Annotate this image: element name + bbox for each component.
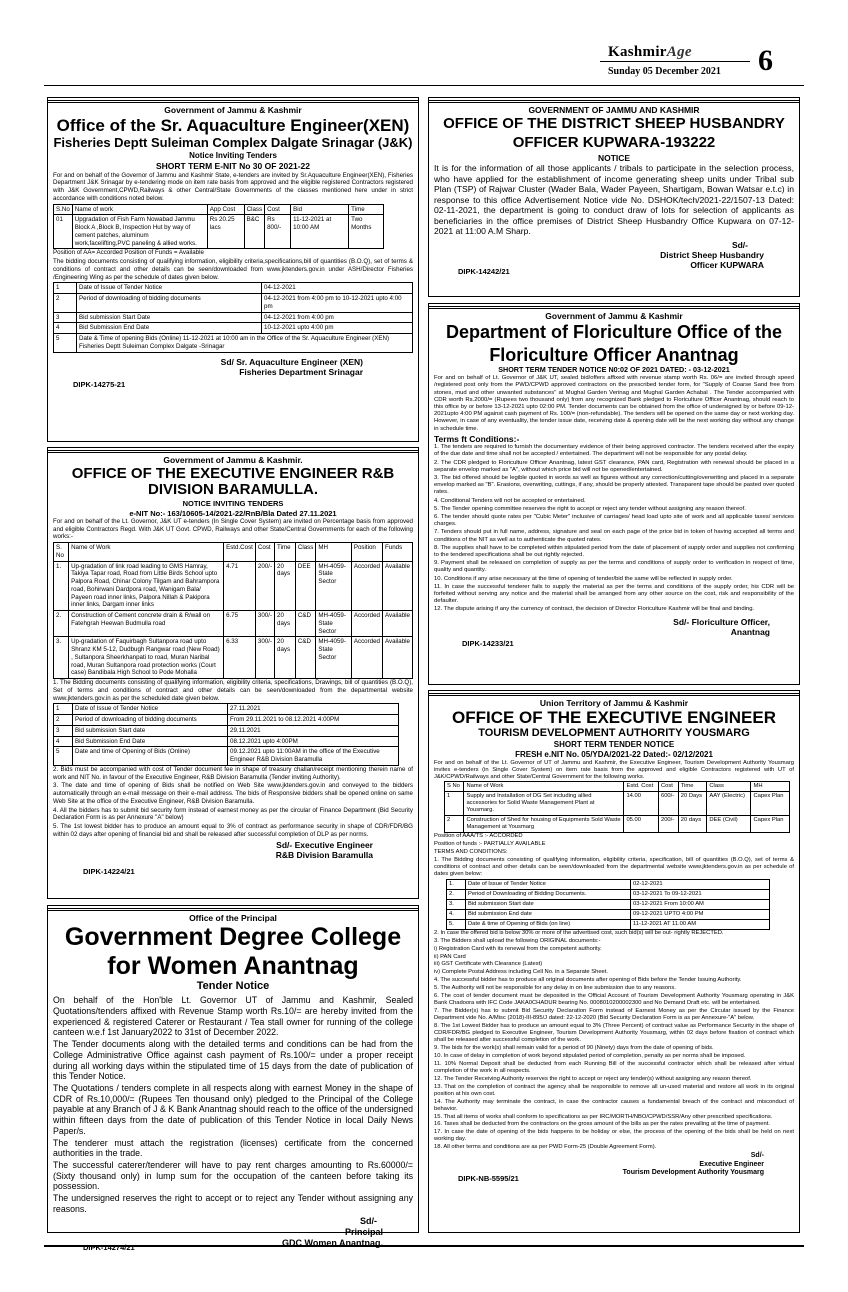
page-number: 6	[758, 44, 773, 77]
col-header: Name of Work	[464, 782, 624, 792]
cell: Available	[382, 561, 412, 611]
cell: 2	[54, 715, 73, 726]
cell: Bid submission Start Date	[77, 312, 262, 323]
cell: 3	[54, 725, 73, 736]
cell: 300/-	[255, 637, 274, 679]
ad-signature: Sd/-	[731, 239, 748, 250]
ad-tourism-yousmarg	[428, 690, 800, 1233]
cell: Date and time of Opening of Bids (Online)	[73, 747, 228, 766]
cell: DEE (Civil)	[707, 816, 751, 833]
cell: 1	[445, 792, 464, 816]
term-item: 6. The tender should quote rates per "Cubic Meter" inclusive of carriages/ head load upto site of work and all applicable taxes/ services charges.	[434, 513, 794, 528]
col-header: Bid	[291, 204, 349, 215]
term-item: 5. The Tender opening committee reserves the right to accept or reject any tender without assigning any reason thereof.	[434, 505, 746, 512]
table-row	[447, 899, 770, 909]
ad-signature: Sd/- Executive Engineer	[276, 839, 373, 850]
term-item: 13. That on the completion of contract the agency shall be responsible to remove all un-used material and restore all work in its original position at his own cost.	[434, 1083, 794, 1097]
ad-gdc-women-anantnag	[47, 905, 419, 1252]
ad-intro: For and on behalf of the Lt. Governor, J&K UT e-tenders (In Single Cover System) are invited on Percentage basis from approved and eligible Contractors Regd. With J&K UT Govt. CPWD, Railways and other State/Central Governments for each of the following works:-	[53, 517, 413, 541]
terms-title: TERMS AND CONDITIONS:	[434, 849, 508, 856]
ad-dipk: DIPK-14224/21	[83, 866, 135, 876]
col-header: Time	[275, 543, 296, 562]
cell: Bid Submission End Date	[77, 323, 262, 334]
cell: Available	[382, 611, 412, 637]
ad-dipk: DIPK-14274/21	[83, 1242, 135, 1252]
cell: 10-12-2021 upto 4:00 pm	[262, 323, 413, 334]
col-header: Cost	[658, 782, 678, 792]
cell: 27.11.2021	[228, 704, 399, 715]
cell: 5	[54, 747, 73, 766]
term-item: 8. The supplies shall have to be completed within stipulated period from the date of placement of supply order and supplies not confirming to the tendered specifications shall be out rightly rejected.	[434, 544, 794, 558]
ad-floriculture-anantnag	[428, 303, 800, 685]
term-item: iv) Complete Postal Address including Cell No. in a Separate Sheet.	[434, 969, 608, 976]
table-row	[445, 792, 790, 816]
ad-subtitle: TOURISM DEVELOPMENT AUTHORITY YOUSMARG	[478, 727, 750, 740]
ad-para: The successful caterer/tenderer will have to pay rent charges amounting to Rs.60000/= (Sixty thousand only) in lump sum for the occupation of the canteen before taking its possession.	[53, 1160, 413, 1192]
ad-government: Government of Jammu & Kashmir.	[163, 455, 303, 465]
ad-bidding: The bidding documents consisting of qualifying information, eligibility criteria,specifications,bill of quantities (B.O.Q), set of terms & conditions of contract and other details can be seen/downloaded from www.jktenders.gov.in under ASH/Director Fisheries /Engineering Wing as per the schedule of dates given below.	[53, 258, 413, 281]
term-item: 2. In case the offered bid is below 30% or more of the advertised cost, such bid(s) will be out- rightly REJECTED.	[434, 929, 724, 936]
term-item: 9. The bids for the work(s) shall remain valid for a period of 90 (Ninety) days from the date of opening of bids.	[434, 1044, 714, 1051]
term-item: 10. Conditions if any arise necessary at the time of opening of tender/bid the same will be reflected in supply order.	[434, 575, 733, 582]
masthead-rule	[600, 61, 750, 62]
cell: 4	[54, 736, 73, 747]
col-header: Time	[349, 204, 384, 215]
cell: 20 Days	[678, 792, 707, 816]
cell: 3.	[54, 637, 69, 679]
cell: Accorded	[351, 637, 382, 679]
ad-signature-office: GDC Women Anantnag.	[282, 1237, 383, 1248]
col-header: Estd. Cost	[624, 782, 659, 792]
cell: Rs 20.25 lacs	[207, 215, 244, 249]
term-item: i) Registration Card with its renewal from the competent authority.	[434, 945, 602, 952]
ad-title: Department of Floriculture Office of the Floriculture Officer Anantnag	[445, 322, 783, 365]
cell: MH-4059-State Sector	[316, 561, 351, 611]
table-row	[54, 312, 413, 323]
cell: 05.00	[624, 816, 659, 833]
term-item: 18. All other terms and conditions are as per PWD Form-25 (Double Agreement Form).	[434, 1144, 657, 1151]
ad-top-bar	[429, 306, 799, 309]
ad-aquaculture-engineer	[47, 97, 419, 442]
cell: 1	[54, 283, 77, 294]
cell: Supply and Installation of DG Set including allied accessories for Solid Waste Management Plant at Yousmarg.	[464, 792, 624, 816]
ad-notice: SHORT TERM TENDER NOTICE	[553, 740, 675, 750]
cell: AAY (Electric)	[707, 792, 751, 816]
ad-intro: For and on behalf of the Governor of Jammu and Kashmir State, e-tenders are invited by Sr.Aquaculture Engineer(XEN), Fisheries Department J&K Srinagar by e-tendering mode on item rate basis from approved and the eligible registered Contractors registered with J&K Government,CPWD,Railways & other Central/State Governments of the classes mentioned here under in strict accordance with conditions noted below.	[53, 171, 413, 202]
cell: 20 days	[678, 816, 707, 833]
term-item: 8. The 1st Lowest Bidder has to produce an amount equal to 3% (Three Percent) of contract value as Performance Security in the shape of CDR/FDR/BG pledged to Executive Engineer, Tourism Development Authority Yousmarg, within 02 days before fixation of contract which shall be released after successful completion of the work.	[434, 1023, 794, 1043]
schedule-table	[53, 282, 413, 352]
table-row	[54, 736, 399, 747]
col-header: Class	[707, 782, 751, 792]
term-item: ii) PAN Card	[434, 953, 466, 960]
table-row	[445, 816, 790, 833]
term-item: 7. Tenders should put in full name, address, signature and seal on each page of the price bid in token of having accepted all terms and conditions of the NIT as well as to authenticate the quoted rates.	[434, 529, 794, 543]
ad-para: 1. The Bidding documents consisting of qualifying information, eligibility criteria, specification, bill of quantities (B.O.Q), set of terms & conditions of contract and other details can be seen/downloaded from the departmental website www.jktenders.gov.in as per schedule of dates given below:	[434, 857, 794, 877]
cell: 02-12-2021	[631, 879, 770, 889]
table-row	[54, 215, 384, 249]
cell: Date of Issue of Tender Notice	[77, 283, 262, 294]
cell: Two Months	[349, 215, 384, 249]
ad-title: OFFICE OF THE EXECUTIVE ENGINEER R&B DIVISION BARAMULLA.	[71, 464, 395, 499]
col-header: Class	[244, 204, 264, 215]
table-row	[54, 747, 399, 766]
ad-government: Union Territory of Jammu & Kashmir	[539, 698, 689, 708]
masthead	[600, 42, 800, 82]
top-rule	[44, 85, 804, 86]
term-item: 4. The successful bidder has to produce all original documents after opening of Bids before the Tender Issuing Authority.	[434, 977, 742, 984]
cell: 5	[54, 334, 77, 353]
ad-top-bar	[48, 450, 418, 453]
cell: Available	[382, 637, 412, 679]
col-header: Funds	[382, 543, 412, 562]
terms-title: Terms ft Conditions:-	[434, 433, 520, 444]
col-header: Cost	[255, 543, 274, 562]
ad-dipk: DIPK-14275-21	[73, 379, 126, 389]
col-header: S. No	[54, 543, 69, 562]
works-table	[53, 204, 384, 250]
ad-position: Position of AAA/TS :- ACCORDED	[434, 833, 523, 840]
table-row	[447, 909, 770, 919]
cell: 29.11.2021	[228, 725, 399, 736]
ad-government: Government of Jammu & Kashmir	[164, 105, 302, 115]
cell: Construction of Cement concrete drain & R/wall on Fatehgrah Heewan Budmulla road	[69, 611, 224, 637]
ad-signature-title: Principal	[344, 1226, 383, 1237]
schedule-table	[446, 879, 770, 930]
term-item: 16. Taxes shall be deducted from the contractors on the gross amount of the bills as per the rates prevailing at the time of payment.	[434, 1121, 770, 1128]
cell: Date & Time of opening Bids (Online) 11-12-2021 at 10:00 am in the Office of the Sr. Aquaculture Engineer (XEN) Fisheries Deptt Suleiman Complex Dalgate -Srinagar	[77, 334, 413, 353]
ad-signature-title: Executive Engineer	[699, 1160, 764, 1168]
cell: 04-12-2021	[262, 283, 413, 294]
cell: 20 days	[275, 637, 296, 679]
ad-title: OFFICE OF THE DISTRICT SHEEP HUSBANDRY OFFICER KUPWARA-193222	[443, 115, 785, 152]
ad-enit: SHORT TERM TENDER NOTICE N0:02 OF 2021 DATED: - 03-12-2021	[498, 365, 730, 375]
cell: 20 days	[275, 611, 296, 637]
ad-signature-title: District Sheep Husbandry	[660, 249, 764, 260]
cell: Date of Issue of Tender Notice	[466, 879, 631, 889]
newspaper-brand: KashmirAge	[608, 44, 692, 60]
cell: 20 days	[275, 561, 296, 611]
term-item: 2. The CDR pledged to Floriculture Officer Anantnag, latest GST clearance, PAN card, Registration with renewal should be placed in a separate envelop marked as "A", without which price bid will not be opened/entertained.	[434, 459, 794, 473]
ad-government: GOVERNMENT OF JAMMU AND KASHMIR	[528, 105, 700, 115]
cell: Up-gradation of link road leading to GMS Hamray, Takiya Tapar road, Road from Little Birds School upto Palpora Road, Chinar Colony Tilgam and Bahrampora road, Bohirwani Dardpora road, Wanigam Bala/ Payeen road inner links, Palpora Nillah & Pakipora inner links, Dargam inner links	[69, 561, 224, 611]
cell: 2.	[54, 611, 69, 637]
term-item: 9. Payment shall be released on completion of supply as per the terms and conditions of supply order to verification in respect of time, quality and quantity.	[434, 560, 794, 574]
ad-signature-office: Officer KUPWARA	[690, 260, 764, 271]
term-item: iii) GST Certificate with Clearance (Latest)	[434, 961, 543, 968]
term-item: 3. The Bidders shall upload the following ORIGINAL documents:-	[434, 937, 601, 944]
table-row	[54, 611, 413, 637]
cell: 5.	[447, 919, 466, 929]
cell: Period of downloading of bidding documents	[73, 715, 228, 726]
term-item: 12. The Tender Receiving Authority reserves the right to accept or reject any tender(s) without assigning any reason thereof.	[434, 1075, 752, 1082]
ad-notice: NOTICE	[597, 152, 631, 163]
cell: Bid submission End date	[466, 909, 631, 919]
col-header: Name of Work	[69, 543, 224, 562]
cell: From 29.11.2021 to 08.12.2021 4:00PM	[228, 715, 399, 726]
table-row	[54, 715, 399, 726]
ad-government: Government of Jammu & Kashmir	[545, 311, 683, 321]
cell: 01	[54, 215, 73, 249]
col-header: Estd.Cost	[224, 543, 256, 562]
cell: 09-12-2021 UPTO 4:00 PM	[631, 909, 770, 919]
cell: 08.12.2021 upto 4:00PM	[228, 736, 399, 747]
term-item: 12. The dispute arising if any the currency of contract, the decision of Director Floriculture Kashmir will be final and binding.	[434, 606, 755, 613]
cell: 2	[445, 816, 464, 833]
cell: Rs 800/-	[265, 215, 291, 249]
col-header: Cost	[265, 204, 291, 215]
ad-notice: Notice Inviting Tenders	[189, 150, 277, 160]
term-item: 7. The Bidder(s) has to submit Bid Security Declaration Form instead of Earnest Money as per the Circular issued by the Finance Department vide No. A/Misc (2018)-III-895/J dated: 22-12-2020 (Bid Security Declaration Form is as per Annexure-"A" below.	[434, 1008, 794, 1022]
col-header: App Cost	[207, 204, 244, 215]
cell: 6.33	[224, 637, 256, 679]
ad-signature-office: Fisheries Department Srinagar	[239, 367, 363, 378]
cell: 3	[54, 312, 77, 323]
ad-para: 5. The 1st lowest bidder has to produce an amount equal to 3% of contract as performance security in shape of CDR/FDR/BG within 02 days after opening of financial bid and shall be released after successful completion of DLP as per norms.	[53, 823, 413, 838]
table-row	[54, 725, 399, 736]
table-row	[447, 919, 770, 929]
cell: Date & time of Opening of Bids (on line)	[466, 919, 631, 929]
ad-enit: e-NIT No:- 163/10605-14/2021-22/RnB/Bla Dated 27.11.2021	[129, 508, 337, 518]
table-row	[54, 637, 413, 679]
cell: 03-12-2021 From 10:00 AM	[631, 899, 770, 909]
table-row	[54, 704, 399, 715]
cell: Bid submission Start date	[466, 899, 631, 909]
ad-signature-office: Anantnag	[730, 626, 770, 637]
ad-para: The undersigned reserves the right to accept or to reject any Tender without assigning any reasons.	[53, 1193, 413, 1214]
term-item: 10. In case of delay in completion of work beyond stipulated period of completion, penalty as per norms shall be imposed.	[434, 1052, 746, 1059]
cell: 200/-	[658, 816, 678, 833]
ad-sheep-husbandry-kupwara	[428, 97, 800, 297]
ad-executive-engineer-rb	[47, 447, 419, 899]
col-header: Position	[351, 543, 382, 562]
cell: 4.	[447, 909, 466, 919]
ad-top-bar	[429, 693, 799, 696]
cell: Accorded	[351, 561, 382, 611]
cell: Accorded	[351, 611, 382, 637]
ad-para: The Tender documents along with the detailed terms and conditions can be had from the College Administrative Office against cash payment of Rs.100/= under a proper receipt during all working days within the stipulated time of 15 days from the date of publication of this Tender Notice.	[53, 1039, 413, 1082]
col-header: MH	[751, 782, 789, 792]
cell: 14.00	[624, 792, 659, 816]
cell: 600/-	[658, 792, 678, 816]
cell: Up-gradation of Faquirbagh Sultanpora road upto Shranz KM 5-12, Dudbugh Rangwar road (New Road) , Sultanpora Sheerkhanpati to road, Muran Naribal road, Muran Sultanpora road protection works (Court case) Bandibala High School to Pode Mohalla	[69, 637, 224, 679]
table-row	[54, 294, 413, 313]
cell: 1.	[447, 879, 466, 889]
col-header: Class	[295, 543, 315, 562]
cell: 6.75	[224, 611, 256, 637]
cell: Bid Submission End Date	[73, 736, 228, 747]
table-row	[54, 561, 413, 611]
ad-signature: Sd/-	[360, 1215, 377, 1226]
cell: 3.	[447, 899, 466, 909]
ad-position: Position of AA= Accorded Position of Funds = Available	[53, 249, 204, 257]
ad-top-bar	[429, 100, 799, 103]
cell: 2.	[447, 889, 466, 899]
cell: MH-4059-State Sector	[316, 637, 351, 679]
works-table	[53, 542, 413, 679]
cell: 04-12-2021 from 4:00 pm	[262, 312, 413, 323]
term-item: 14. The Authority may terminate the contract, in case the contractor causes a fundamental breach of the contract and misconduct of behavior.	[434, 1098, 794, 1112]
cell: C&D	[295, 637, 315, 679]
ad-para: 1. The Bidding documents consisting of qualifying information, eligibility criteria, specifications, Drawings, bill of quantities (B.O.Q), Set of terms and conditions of contract and other details can be seen/downloaded from the departmental website www.jktenders.gov.in as per the scheduled date given below.	[53, 679, 413, 702]
cell: 04-12-2021 from 4:00 pm to 10-12-2021 upto 4:00 pm	[262, 294, 413, 313]
ad-government: Office of the Principal	[189, 913, 277, 923]
col-header: S.No	[54, 204, 73, 215]
term-item: 17. In case the date of opening of the bids happens to be holiday or else, the process of the opening of the bids shall be held on next working day.	[434, 1129, 794, 1143]
bottom-rule	[44, 1245, 804, 1247]
ad-para: The Quotations / tenders complete in all respects along with earnest Money in the shape of CDR of Rs.10,000/= (Rupees Ten thousand only) pledged to the Principal of the College payable at any Branch of J & K Bank Anantnag should reach to the office of the undersigned within fifteen days from the date of publication of this Tender Notice in local Daily News Paper/s.	[53, 1083, 413, 1136]
cell: 03-12-2021 To 09-12-2021	[631, 889, 770, 899]
works-table	[444, 781, 790, 833]
ad-para: 2. Bids must be accompanied with cost of Tender document fee in shape of treasury challan/receipt mentioning therein name of work and NIT No. in favour of the Executive Engineer, R&B Division Baramulla (Tender inviting Authority).	[53, 765, 413, 781]
ad-body: It is for the information of all those applicants / tribals to participate in the selection process, who have applied for the establishment of income generating sheep units under Tribal sub Plan (TSP) of Rajwar Cluster (Wader Bala, Wader Payeen, Shartigam, Bowan Watsar e.t.c) in response to this office Advertisement Notice vide No. DSHOK/tech/2021-22/1507-13 Dated: 02-11-2021, the department is going to conduct draw of lots for selection of applicants as beneficiaries in the office premises of District Sheep Husbandry Office Kupwara on 07-12-2021 at 11:00 A.M Sharp.	[434, 163, 794, 237]
cell: 200/-	[255, 561, 274, 611]
schedule-table	[53, 703, 399, 766]
ad-enit: FRESH e.NIT No. 05/YDA/2021-22 Dated:- 02/12/2021	[515, 750, 713, 759]
ad-notice: NOTICE INVITING TENDERS	[182, 499, 284, 509]
ad-signature: Sd/- Floriculture Officer,	[673, 616, 770, 627]
cell: 11-12-2021 at 10:00 AM	[291, 215, 349, 249]
term-item: 4. Conditional Tenders will not be accepted or entertained.	[434, 497, 586, 504]
ad-enit: SHORT TERM E-NIT No 30 OF 2021-22	[156, 160, 310, 171]
cell: Date of Issue of Tender Notice	[73, 704, 228, 715]
cell: 4	[54, 323, 77, 334]
ad-intro: For and on behalf of Lt. Governor of J&K UT, sealed bid/offers affixed with revenue stamp worth Rs. 06/= are invited through speed /registered post only from the PWD/CPWD approved contractors on the prescribed tender form, for "Supply of Coarse Sand free from stones, mud and other unwanted substances" at Mughal Garden Verinag and Mughal Garden Achabal . The Tender accompanied with CDR worth Rs.2000/= (Rupees two thousand only) from any recognized Bank pledged to Floriculture Officer Anantnag, should reach to this office by or before 13-12-2021 upto 02:00 PM. Tender documents can be obtained from the office of undersigned by or before 09-12-2021upto 4:00 PM against cash payment of Rs. 100/= (non-refundable). The tenders will be opened on the same day or next working day. However, in case of any eventuality, the tender issue date, receiving date & opening date will be the next working day without any change in schedule time.	[434, 375, 794, 432]
cell: 11-12-2021 AT 11.00 AM	[631, 919, 770, 929]
ad-intro: For and on behalf of the Lt. Governor of UT of Jammu and Kashmir, the Executive Engineer, Tourism Development Authority Yousmarg invites e-tenders (in Single Cover System) on item rate basis from the approved and eligible Contractors registered with UT of J&K/CPWD/Railways and other State/Central Government for the following works.	[434, 759, 794, 780]
ad-funds: Position of funds :- PARTIALLY AVAILABLE	[434, 841, 546, 848]
ad-title: Government Degree College for Women Anantnag	[64, 923, 402, 980]
cell: Capex Plan	[751, 816, 789, 833]
ad-dipk: DIPK-14242/21	[458, 266, 510, 276]
cell: Period of downloading of bidding documents	[77, 294, 262, 313]
term-item: 15. That all items of works shall conform to specifications as per IRC/MORTH/NBO/CPWD/SSR/Any other prescribed specifications.	[434, 1113, 773, 1120]
ad-para: 4. All the bidders has to submit bid security form instead of earnest money as per the circular of Finance Department (Bid Security Declaration Form is as per Annexure "A" below)	[53, 806, 413, 822]
table-row	[447, 889, 770, 899]
cell: 1	[54, 704, 73, 715]
ad-dipk: DIPK-NB-5595/21	[458, 1174, 519, 1184]
term-item: 3. The bid offered should be legible quoted in words as well as figures without any correction/cutting/overwriting and placed in a separate envelop marked as "B". Erasions, overwriting, cuttings, if any, should be properly attested. Transparent tape should be pasted over quoted rates.	[434, 474, 794, 496]
cell: 4.71	[224, 561, 256, 611]
cell: 09.12.2021 upto 11:00AM in the office of the Executive Engineer R&B Division Baramulla	[228, 747, 399, 766]
ad-signature: Sd/-	[750, 1152, 764, 1160]
ad-subtitle: Fisheries Deptt Suleiman Complex Dalgate Srinagar (J&K)	[53, 134, 413, 150]
cell: Upgradation of Fish Farm Nowabad Jammu Block A ,Block B, Inspection Hut by way of cement patches, aluminum work,facelifting,PVC paneling & allied works.	[72, 215, 207, 249]
ad-title: Office of the Sr. Aquaculture Engineer(XEN)	[56, 115, 410, 135]
cell: 1.	[54, 561, 69, 611]
term-item: 6. The cost of tender document must be deposited in the Official Account of Tourism Development Authority Yousmarg operating in J&K Bank Chadoora with IFC Code JAKA0CHADUR bearing No. 0008010200002300 and No Demand Draft etc. will be entertained.	[434, 993, 794, 1007]
cell: 300/-	[255, 611, 274, 637]
col-header: Time	[678, 782, 707, 792]
cell: Period of Downloading of Bidding Documents.	[466, 889, 631, 899]
ad-dipk: DIPK-14233/21	[462, 639, 514, 649]
ad-top-bar	[48, 908, 418, 911]
term-item: 11. In case the successful tenderer fails to supply the material as per the terms and conditions of the supply order, his CDR will be forfeited without serving any notice and the material shall be arranged from any other source on the cost, risk and responsibility of the defaulter.	[434, 583, 794, 605]
table-row	[54, 283, 413, 294]
term-item: 1. The tenders are required to furnish the documentary evidence of their being approved contractor. The tenders received after the expiry of the due date and time shall not be accepted / entertained. The department will not be responsible for any postal delay.	[434, 444, 794, 458]
term-item: 5. The Authority will not be responsible for any delay in on line submission due to any reasons.	[434, 985, 676, 992]
table-row	[54, 323, 413, 334]
term-item: 11. 10% Normal Deposit shall be deducted from each Running Bill of the successful contractor which shall be released after virtual completion of the work in all respects.	[434, 1060, 794, 1074]
cell: 2	[54, 294, 77, 313]
ad-top-bar	[48, 100, 418, 103]
cell: Capex Plan	[751, 792, 789, 816]
ad-title: OFFICE OF THE EXECUTIVE ENGINEER	[452, 708, 776, 728]
terms-list	[434, 930, 794, 1152]
ad-para: On behalf of the Hon'ble Lt. Governor UT of Jammu and Kashmir, Sealed Quotations/tenders affixed with Revenue Stamp worth Rs.10/= are hereby invited from the experienced & registered Caterer or Restaurant / Tea stall owner for running of the college canteen w.e.f 1st January2022 to 31st of December 2022.	[53, 995, 413, 1038]
ad-signature: Sd/ Sr. Aquaculture Engineer (XEN)	[220, 356, 363, 367]
issue-date: Sunday 05 December 2021	[608, 66, 721, 77]
ad-notice: Tender Notice	[196, 979, 270, 992]
ad-para: 3. The date and time of opening of Bids shall be notified on Web Site www.jktenders.gov.in and conveyed to the bidders automatically through an e-mail message on their e-mail address. The bids of Responsive bidders shall be opened online on same Web Site at the office of the Executive Engineer, R&B Division Baramulla.	[53, 782, 413, 805]
cell: DEE	[295, 561, 315, 611]
col-header: MH	[316, 543, 351, 562]
ad-para: The tenderer must attach the registration (licenses) certificate from the concerned authorities in the trade.	[53, 1137, 413, 1159]
cell: Construction of Shed for housing of Equipments Sold Waste Management at Yousmarg	[464, 816, 624, 833]
table-row	[447, 879, 770, 889]
ad-signature-office: Tourism Development Authority Yousmarg	[622, 1169, 764, 1177]
table-row	[54, 334, 413, 353]
cell: B&C	[244, 215, 264, 249]
cell: MH-4059-State Sector	[316, 611, 351, 637]
cell: C&D	[295, 611, 315, 637]
cell: Bid submission Start date	[73, 725, 228, 736]
col-header: Name of work	[72, 204, 207, 215]
col-header: S No	[445, 782, 464, 792]
ad-signature-office: R&B Division Baramulla	[275, 850, 373, 861]
